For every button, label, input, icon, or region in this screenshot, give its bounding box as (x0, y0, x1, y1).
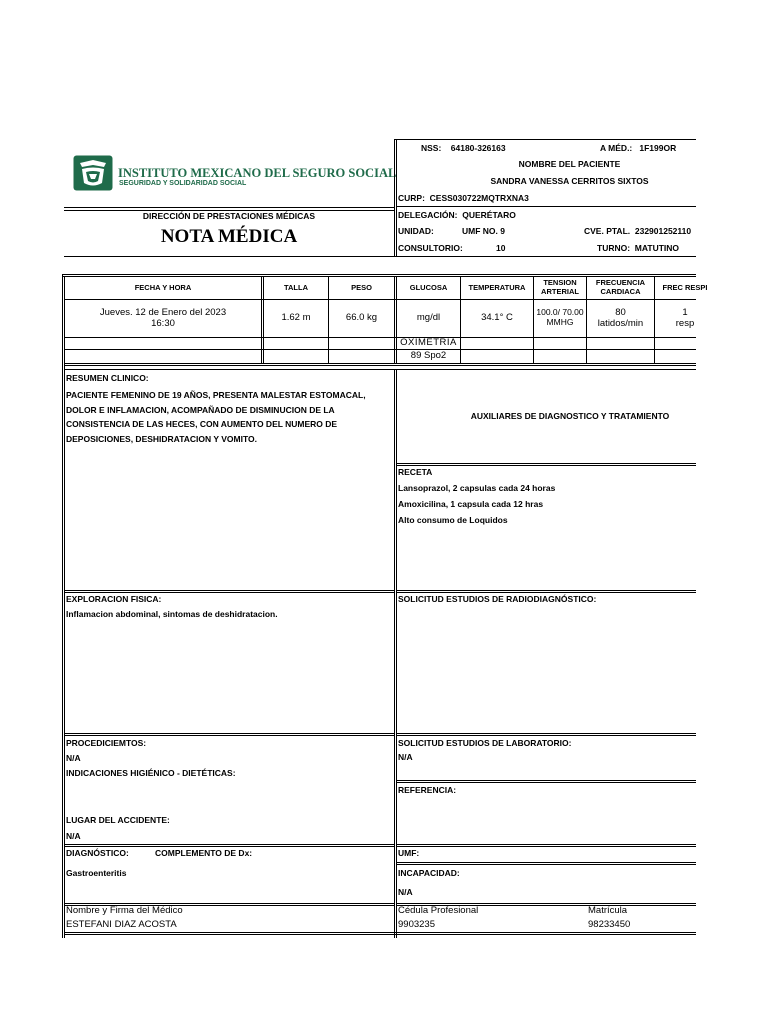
curp-value: CESS030722MQTRXNA3 (429, 193, 529, 203)
frecuencia-unit: latidos/min (597, 317, 644, 329)
receta-item-3: Alto consumo de Loquidos (398, 515, 508, 525)
indicaciones-label: INDICACIONES HIGIÉNICO - DIETÉTICAS: (66, 768, 236, 778)
amed-value: 1F199OR (639, 143, 677, 153)
frecuencia-number: 80 (615, 306, 626, 318)
consultorio-label: CONSULTORIO: (398, 243, 463, 253)
lugar-value: N/A (66, 831, 81, 841)
oximetria-value: 89 Spo2 (410, 350, 447, 362)
auxiliares-label: AUXILIARES DE DIAGNOSTICO Y TRATAMIENTO (470, 411, 670, 421)
procedimientos-value: N/A (66, 753, 81, 763)
laboratorio-label: SOLICITUD ESTUDIOS DE LABORATORIO: (398, 738, 572, 748)
turno-field (597, 243, 679, 253)
resp-number: 1 (682, 306, 688, 318)
header-fecha: FECHA Y HORA (134, 282, 192, 292)
tension-value: 100.0/ 70.00 MMHG (536, 307, 584, 327)
curp-field (398, 193, 529, 203)
lugar-label: LUGAR DEL ACCIDENTE: (66, 815, 170, 825)
medico-value: ESTEFANI DIAZ ACOSTA (66, 919, 177, 930)
laboratorio-value: N/A (398, 752, 413, 762)
unidad-value: UMF NO. 9 (462, 226, 505, 236)
medico-label: Nombre y Firma del Médico (66, 905, 183, 916)
header-talla: TALLA (283, 282, 309, 292)
amed-label: A MÉD.: (600, 143, 633, 153)
amed-field (600, 143, 676, 153)
nss-label: NSS: (421, 143, 442, 153)
diagnostico-label: DIAGNÓSTICO: (66, 848, 129, 858)
unidad-label: UNIDAD: (398, 226, 434, 236)
glucosa-value: mg/dl (416, 312, 441, 324)
header-tension: TENSION ARTERIAL (541, 278, 579, 296)
exploracion-text: Inflamacion abdominal, sintomas de deshidratacion. (66, 609, 278, 619)
diagnostico-value: Gastroenteritis (66, 868, 127, 878)
header-peso: PESO (351, 282, 372, 292)
matricula-value: 98233450 (588, 919, 631, 930)
matricula-label: Matrícula (588, 905, 628, 916)
curp-label: CURP: (398, 193, 425, 203)
cve-label: CVE. PTAL. (584, 226, 631, 236)
cedula-value: 9903235 (398, 919, 435, 930)
incapacidad-value: N/A (398, 887, 413, 897)
talla-value: 1.62 m (281, 312, 311, 324)
cedula-label: Cédula Profesional (398, 905, 479, 916)
delegacion-value: QUERÉTARO (462, 210, 516, 220)
procedimientos-label: PROCEDICIEMTOS: (66, 738, 147, 748)
peso-value: 66.0 kg (345, 312, 378, 324)
header-temperatura: TEMPERATURA (468, 282, 526, 292)
resp-unit: resp (675, 317, 695, 329)
incapacidad-label: INCAPACIDAD: (398, 868, 460, 878)
exploracion-label: EXPLORACION FISICA: (66, 594, 162, 604)
radiodiagnostico-label: SOLICITUD ESTUDIOS DE RADIODIAGNÓSTICO: (398, 594, 597, 604)
direction-label: DIRECCIÓN DE PRESTACIONES MÉDICAS (142, 211, 316, 221)
fecha-date: Jueves. 12 de Enero del 2023 (99, 306, 227, 318)
institution-subtitle: SEGURIDAD Y SOLIDARIDAD SOCIAL (119, 180, 247, 187)
frecuencia-value (587, 300, 654, 337)
umf-label: UMF: (398, 848, 420, 858)
referencia-label: REFERENCIA: (398, 785, 457, 795)
receta-label: RECETA (398, 467, 433, 477)
resumen-text: PACIENTE FEMENINO DE 19 AÑOS, PRESENTA MALESTAR ESTOMACAL, DOLOR E INFLAMACION, ACOMPAÑADO DE DISMINUCION DE LA CONSISTENCIA DE LAS HECES, CON AUMENTO DEL NUMERO DE DEPOSICIONES, DESHIDRATACION Y VOMITO. (66, 390, 366, 444)
consultorio-value: 10 (496, 243, 506, 253)
header-glucosa: GLUCOSA (409, 282, 448, 292)
resumen-label: RESUMEN CLINICO: (66, 373, 149, 383)
institution-name: INSTITUTO MEXICANO DEL SEGURO SOCIAL (118, 166, 397, 180)
header-frecuencia: FRECUENCIA CARDIACA (595, 278, 646, 296)
delegacion-field (398, 210, 516, 220)
header-frec-resp: FREC RESPI (662, 282, 708, 292)
nss-field (421, 143, 506, 153)
patient-name-label: NOMBRE DEL PACIENTE (518, 159, 621, 169)
temperatura-value: 34.1° C (481, 312, 513, 324)
page-title: NOTA MÉDICA (160, 226, 298, 247)
complemento-label: COMPLEMENTO DE Dx: (155, 848, 253, 858)
turno-value: MATUTINO (634, 243, 680, 253)
nss-value: 64180-326163 (450, 143, 506, 153)
cve-field (584, 226, 691, 236)
fecha-time: 16:30 (151, 317, 175, 329)
receta-item-2: Amoxicilina, 1 capsula cada 12 hras (398, 499, 544, 509)
turno-label: TURNO: (597, 243, 631, 253)
patient-name-value: SANDRA VANESSA CERRITOS SIXTOS (490, 176, 649, 186)
delegacion-label: DELEGACIÓN: (398, 210, 458, 220)
fecha-value (65, 300, 261, 337)
oximetria-label: OXIMETRÍA (400, 336, 457, 348)
cve-value: 232901252110 (634, 226, 692, 236)
imss-logo-icon (73, 155, 113, 191)
resp-value (655, 300, 715, 337)
receta-item-1: Lansoprazol, 2 capsulas cada 24 horas (398, 483, 556, 493)
